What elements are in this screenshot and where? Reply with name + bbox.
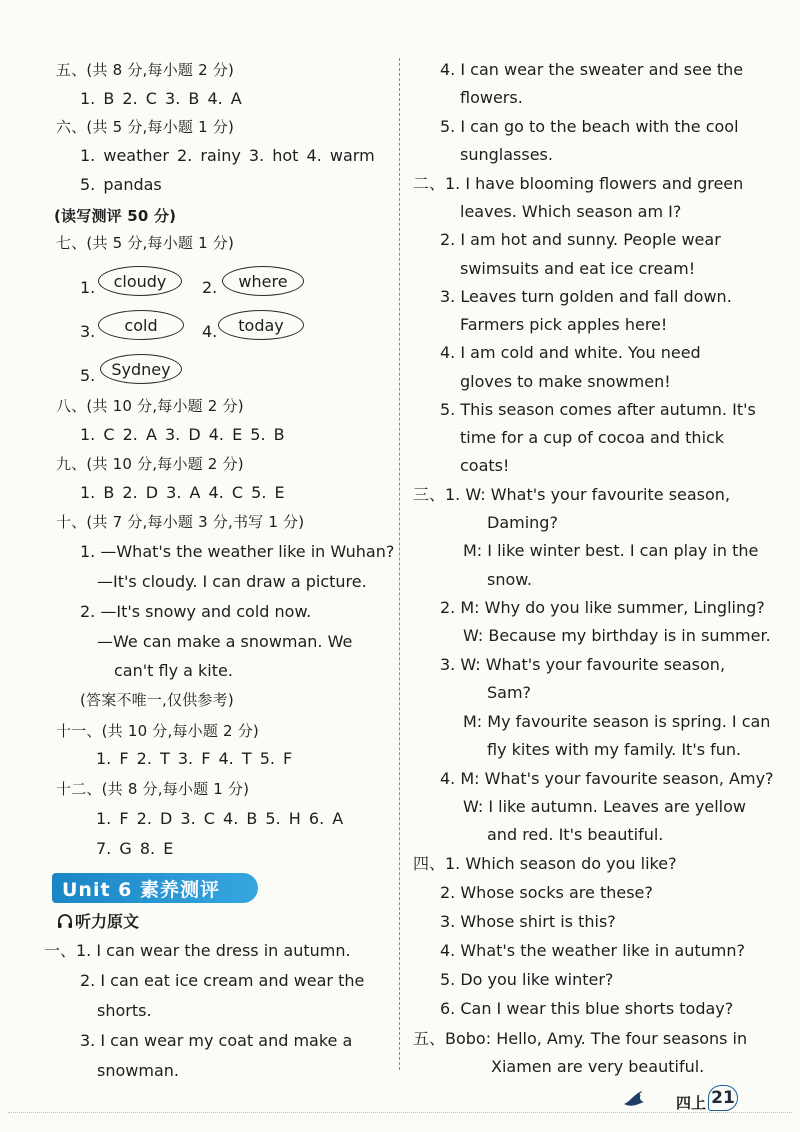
- script-line: 3. Leaves turn golden and fall down.: [440, 287, 732, 306]
- section-9-answers: 1. B 2. D 3. A 4. C 5. E: [80, 483, 285, 502]
- section-12-heading: 十二、(共 8 分,每小题 1 分): [56, 780, 250, 798]
- listening-script-label: 听力原文: [75, 912, 140, 931]
- section-12-answers-line2: 7. G 8. E: [96, 839, 174, 858]
- item-number: 2.: [202, 278, 218, 297]
- section-10-line: 2. —It's snowy and cold now.: [80, 602, 312, 621]
- script-line: Sam?: [487, 683, 532, 702]
- section-7-heading: 七、(共 5 分,每小题 1 分): [56, 234, 235, 252]
- script-line: swimsuits and eat ice cream!: [460, 259, 696, 278]
- section-11-answers: 1. F 2. T 3. F 4. T 5. F: [96, 749, 293, 768]
- section-8-heading: 八、(共 10 分,每小题 2 分): [56, 397, 244, 415]
- script-line: 3. Whose shirt is this?: [440, 912, 616, 931]
- script-line: gloves to make snowmen!: [460, 372, 671, 391]
- part-1-line: 一、1. I can wear the dress in autumn.: [44, 941, 351, 960]
- script-line: 4. I can wear the sweater and see the: [440, 60, 744, 79]
- script-line: 5. Do you like winter?: [440, 970, 614, 989]
- headphones-icon: [57, 913, 73, 929]
- circled-word: cloudy: [98, 266, 182, 296]
- script-line: 6. Can I wear this blue shorts today?: [440, 999, 734, 1018]
- script-line: 5. I can go to the beach with the cool: [440, 117, 739, 136]
- part-1-line: snowman.: [97, 1061, 179, 1080]
- script-line: 4. M: What's your favourite season, Amy?: [440, 769, 774, 788]
- script-line: flowers.: [460, 88, 523, 107]
- unit-banner-label: Unit 6 素养测评: [62, 878, 220, 901]
- section-10-heading: 十、(共 7 分,每小题 3 分,书写 1 分): [56, 513, 305, 531]
- circled-word: where: [222, 266, 304, 296]
- script-line: 4. I am cold and white. You need: [440, 343, 701, 362]
- part-1-line: shorts.: [97, 1001, 152, 1020]
- section-6-answers-line2: 5. pandas: [80, 175, 162, 194]
- script-line: 二、1. I have blooming flowers and green: [413, 174, 744, 193]
- script-line: Daming?: [487, 513, 558, 532]
- script-line: and red. It's beautiful.: [487, 825, 664, 844]
- column-divider: [399, 58, 400, 1070]
- part-1-line: 3. I can wear my coat and make a: [80, 1031, 353, 1050]
- section-12-answers-line1: 1. F 2. D 3. C 4. B 5. H 6. A: [96, 809, 344, 828]
- item-number: 1.: [80, 278, 96, 297]
- script-line: 五、Bobo: Hello, Amy. The four seasons in: [413, 1029, 748, 1048]
- script-line: 5. This season comes after autumn. It's: [440, 400, 756, 419]
- script-line: sunglasses.: [460, 145, 553, 164]
- script-line: 四、1. Which season do you like?: [413, 854, 677, 873]
- script-line: coats!: [460, 456, 510, 475]
- script-line: M: I like winter best. I can play in the: [463, 541, 759, 560]
- script-line: 3. W: What's your favourite season,: [440, 655, 726, 674]
- section-10-line: 1. —What's the weather like in Wuhan?: [80, 542, 395, 561]
- script-line: Xiamen are very beautiful.: [491, 1057, 705, 1076]
- script-line: 2. M: Why do you like summer, Lingling?: [440, 598, 765, 617]
- script-line: fly kites with my family. It's fun.: [487, 740, 742, 759]
- section-6-answers-line1: 1. weather 2. rainy 3. hot 4. warm: [80, 146, 375, 165]
- item-number: 3.: [80, 322, 96, 341]
- section-11-heading: 十一、(共 10 分,每小题 2 分): [56, 722, 259, 740]
- script-line: 4. What's the weather like in autumn?: [440, 941, 745, 960]
- script-line: 三、1. W: What's your favourite season,: [413, 485, 731, 504]
- grade-label: 四上: [676, 1094, 707, 1112]
- script-line: 2. I am hot and sunny. People wear: [440, 230, 721, 249]
- item-number: 5.: [80, 366, 96, 385]
- unit-6-banner: [52, 873, 258, 903]
- reading-writing-heading: (读写测评 50 分): [54, 207, 177, 225]
- circled-word: today: [218, 310, 304, 340]
- section-10-line: —It's cloudy. I can draw a picture.: [97, 572, 367, 591]
- page-number: 21: [708, 1085, 738, 1111]
- part-1-line: 2. I can eat ice cream and wear the: [80, 971, 365, 990]
- section-5-answers: 1. B 2. C 3. B 4. A: [80, 89, 242, 108]
- listening-script-title: [57, 912, 139, 932]
- script-line: W: I like autumn. Leaves are yellow: [463, 797, 746, 816]
- bottom-rule: [8, 1112, 792, 1113]
- script-line: W: Because my birthday is in summer.: [463, 626, 771, 645]
- script-line: snow.: [487, 570, 532, 589]
- section-8-answers: 1. C 2. A 3. D 4. E 5. B: [80, 425, 285, 444]
- circled-word: Sydney: [100, 354, 182, 384]
- section-10-line: can't fly a kite.: [114, 661, 233, 680]
- script-line: M: My favourite season is spring. I can: [463, 712, 771, 731]
- script-line: leaves. Which season am I?: [460, 202, 682, 221]
- section-6-heading: 六、(共 5 分,每小题 1 分): [56, 118, 235, 136]
- script-line: time for a cup of cocoa and thick: [460, 428, 725, 447]
- script-line: 2. Whose socks are these?: [440, 883, 653, 902]
- section-10-line: —We can make a snowman. We: [97, 632, 353, 651]
- section-10-note: (答案不唯一,仅供参考): [80, 691, 234, 709]
- script-line: Farmers pick apples here!: [460, 315, 668, 334]
- circled-word: cold: [98, 310, 184, 340]
- section-9-heading: 九、(共 10 分,每小题 2 分): [56, 455, 244, 473]
- bird-logo-icon: [622, 1088, 648, 1110]
- item-number: 4.: [202, 322, 218, 341]
- section-5-heading: 五、(共 8 分,每小题 2 分): [56, 61, 235, 79]
